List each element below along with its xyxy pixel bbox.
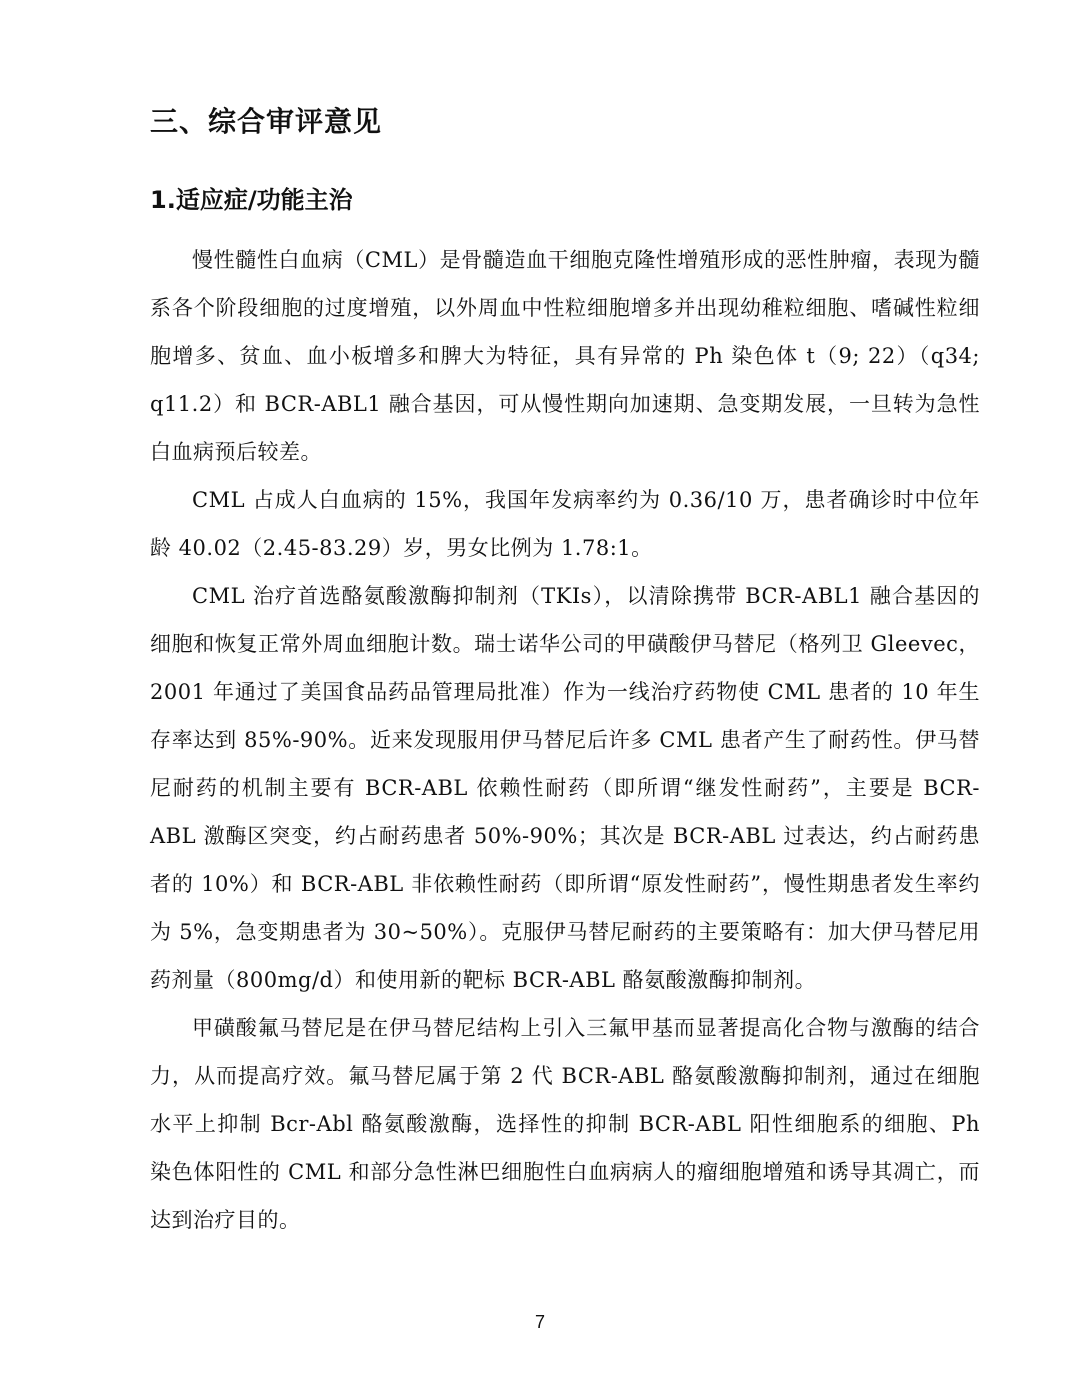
paragraph: 甲磺酸氟马替尼是在伊马替尼结构上引入三氟甲基而显著提高化合物与激酶的结合力，从而提高疗效。氟马替尼属于第 2 代 BCR-ABL 酪氨酸激酶抑制剂，通过在细胞水平上抑制 Bcr-Abl 酪氨酸激酶，选择性的抑制 BCR-ABL 阳性细胞系的细胞、Ph 染色体阳性的 CML 和部分急性淋巴细胞性白血病病人的瘤细胞增殖和诱导其凋亡，而达到治疗目的。 <box>150 1016 980 1232</box>
page-number: 7 <box>534 1312 545 1332</box>
subsection-title: 1.适应症/功能主治 <box>150 186 353 214</box>
body-text <box>150 236 980 1244</box>
paragraph: CML 治疗首选酪氨酸激酶抑制剂（TKIs），以清除携带 BCR-ABL1 融合基因的细胞和恢复正常外周血细胞计数。瑞士诺华公司的甲磺酸伊马替尼（格列卫 Gleevec，2001 年通过了美国食品药品管理局批准）作为一线治疗药物使 CML 患者的 10 年生存率达到 85%-90%。近来发现服用伊马替尼后许多 CML 患者产生了耐药性。伊马替尼耐药的机制主要有 BCR-ABL 依赖性耐药（即所谓“继发性耐药”，主要是 BCR-ABL 激酶区突变，约占耐药患者 50%-90%；其次是 BCR-ABL 过表达，约占耐药患者的 10%）和 BCR-ABL 非依赖性耐药（即所谓“原发性耐药”，慢性期患者发生率约为 5%，急变期患者为 30~50%）。克服伊马替尼耐药的主要策略有：加大伊马替尼用药剂量（800mg/d）和使用新的靶标 BCR-ABL 酪氨酸激酶抑制剂。 <box>150 584 980 992</box>
paragraph: 慢性髓性白血病（CML）是骨髓造血干细胞克隆性增殖形成的恶性肿瘤，表现为髓系各个阶段细胞的过度增殖，以外周血中性粒细胞增多并出现幼稚粒细胞、嗜碱性粒细胞增多、贫血、血小板增多和脾大为特征，具有异常的 Ph 染色体 t（9; 22）（q34; q11.2）和 BCR-ABL1 融合基因，可从慢性期向加速期、急变期发展，一旦转为急性白血病预后较差。 <box>150 248 980 464</box>
paragraph: CML 占成人白血病的 15%，我国年发病率约为 0.36/10 万，患者确诊时中位年龄 40.02（2.45-83.29）岁，男女比例为 1.78:1。 <box>150 488 980 560</box>
section-title: 三、综合审评意见 <box>150 105 383 138</box>
